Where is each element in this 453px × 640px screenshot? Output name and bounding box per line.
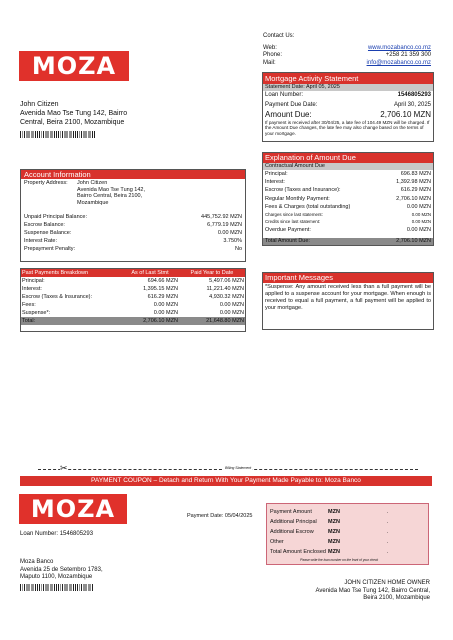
- property-line: Bairro Central, Beira 2100,: [77, 193, 143, 199]
- contact-title: Contact Us:: [263, 33, 295, 39]
- customer-address-line2: Central, Beira 2100, Mozambique: [20, 119, 125, 126]
- web-label: Web:: [263, 44, 277, 51]
- explanation-label: Escrow (Taxes and Insurance):: [265, 187, 341, 194]
- account-row-value: 445,752.92 MZN: [201, 214, 242, 220]
- table-row: [21, 309, 245, 317]
- past-header-ytd: Paid Year to Date: [190, 270, 234, 276]
- explanation-row: [265, 226, 431, 234]
- statement-date: Statement Date: April 05, 2025: [263, 84, 433, 91]
- explanation-box: [262, 152, 434, 246]
- past-row-last: 0.00 MZN: [153, 302, 178, 308]
- explanation-row: [265, 170, 431, 178]
- past-payments-header: [21, 269, 245, 277]
- past-row-ytd: 11,221.40 MZN: [206, 286, 244, 292]
- explanation-total-label: Total Amount Due:: [265, 237, 310, 244]
- account-row-value: No: [234, 246, 242, 252]
- coupon-amount-box: [266, 503, 429, 565]
- past-row-label: Escrow (Taxes & Insurance):: [22, 294, 92, 300]
- past-row-ytd: 0.00 MZN: [219, 302, 244, 308]
- explanation-title: Explanation of Amount Due: [263, 153, 433, 163]
- property-line: Mozambique: [77, 199, 109, 206]
- customer-address: [20, 100, 127, 127]
- explanation-label: Charges since last statement:: [265, 212, 323, 218]
- phone-label: Phone:: [263, 52, 283, 58]
- past-row-label: Interest:: [22, 286, 42, 292]
- explanation-value: 0.00 MZN: [406, 226, 431, 233]
- coupon-note: Please write the loan number on the front of your check: [300, 558, 379, 562]
- owner-address: [300, 580, 430, 603]
- mail-label: Mail:: [263, 59, 276, 66]
- coupon-field-label: Additional Escrow: [270, 529, 314, 535]
- coupon-field-currency: MZN: [328, 539, 340, 545]
- past-total-ytd: 21,648.80 MZN: [206, 318, 244, 324]
- mail-link[interactable]: info@mozabanco.co.mz: [366, 59, 431, 66]
- amount-due-label: Amount Due:: [265, 110, 312, 119]
- account-row-label: Suspense Balance:: [24, 230, 72, 236]
- account-row-value: 3.750%: [223, 238, 242, 244]
- account-row: [24, 213, 242, 221]
- explanation-value: 0.00 MZN: [406, 203, 431, 210]
- coupon-field-label: Payment Amount: [270, 509, 312, 515]
- coupon-field-label: Total Amount Enclosed: [270, 549, 326, 555]
- table-row: [21, 285, 245, 293]
- customer-address-line1: Avenida Mao Tse Tung 142, Bairro: [20, 110, 128, 117]
- account-row-value: 0.00 MZN: [217, 230, 242, 236]
- explanation-label: Credits since last statement:: [265, 219, 321, 225]
- explanation-subheader: Contractual Amount Due: [263, 163, 433, 170]
- past-total-row: [21, 317, 245, 325]
- logo-text: MOZA: [30, 495, 116, 523]
- loan-number-label: Loan Number:: [265, 92, 304, 98]
- coupon-loan-number: Loan Number: 1546805293: [20, 531, 94, 537]
- account-row-value: 6,779.19 MZN: [207, 222, 242, 228]
- moza-logo: [19, 51, 129, 81]
- past-row-label: Principal:: [22, 278, 45, 284]
- amount-due-value: 2,706.10 MZN: [380, 110, 431, 119]
- explanation-label: Overdue Payment:: [265, 226, 311, 233]
- owner-address-line2: Beira 2100, Mozambique: [363, 595, 430, 601]
- explanation-row: [265, 195, 431, 203]
- coupon-field-additional-principal[interactable]: Additional Principal MZN .: [270, 519, 389, 525]
- coupon-field-currency: MZN: [328, 509, 340, 515]
- explanation-value: 616.29 MZN: [400, 187, 431, 194]
- explanation-value: 1,392.98 MZN: [396, 179, 431, 186]
- explanation-value: 0.00 MZN: [411, 219, 431, 225]
- coupon-field-additional-escrow[interactable]: Additional Escrow MZN .: [270, 529, 389, 535]
- past-row-ytd: 0.00 MZN: [219, 310, 244, 316]
- contact-block: [263, 33, 431, 67]
- messages-box: [262, 272, 434, 330]
- past-row-last: 1,395.15 MZN: [143, 286, 178, 292]
- account-row-label: Prepayment Penalty:: [24, 246, 76, 252]
- late-fee-note: If payment is received after 30/04/25, a late fee of 104.49 MZN will be charged. If the Amount Due changes, the late fee may also change based on the terms of your mortgage.: [265, 120, 430, 136]
- property-line: John Citizen: [77, 180, 108, 186]
- property-label: Property Address:: [24, 180, 68, 186]
- explanation-label: Regular Monthly Payment:: [265, 195, 330, 202]
- explanation-label: Fees & Charges (total outstanding): [265, 203, 351, 210]
- explanation-row: [265, 218, 431, 225]
- table-row: [21, 301, 245, 309]
- statement-title: Mortgage Activity Statement: [263, 73, 433, 84]
- past-header-last: As of Last Stmt: [131, 270, 169, 276]
- past-row-last: 0.00 MZN: [153, 310, 178, 316]
- explanation-total-value: 2,706.10 MZN: [396, 237, 431, 244]
- statement-box: [262, 72, 434, 142]
- owner-address-line1: Avenida Mao Tse Tung 142, Bairro Central,: [315, 587, 430, 594]
- explanation-row: [265, 186, 431, 194]
- coupon-payment-date: Payment Date: 05/04/2025: [187, 513, 253, 519]
- coupon-field-label: Additional Principal: [270, 519, 317, 525]
- coupon-field-payment-amount[interactable]: Payment Amount MZN .: [270, 509, 389, 515]
- past-payments-box: [20, 268, 246, 332]
- scissors-icon: ✂: [60, 463, 68, 473]
- barcode-top: [20, 131, 95, 138]
- account-row-label: Unpaid Principal Balance:: [24, 214, 87, 220]
- past-total-label: Total:: [22, 318, 36, 324]
- explanation-row: [265, 203, 431, 211]
- explanation-value: 0.00 MZN: [411, 212, 431, 218]
- cut-line-label: Billing Statement: [225, 466, 252, 470]
- coupon-field-currency: MZN: [328, 519, 340, 525]
- past-row-ytd: 5,497.06 MZN: [209, 278, 244, 284]
- customer-name: John Citizen: [20, 101, 59, 108]
- account-row: [24, 229, 242, 237]
- property-line: Avenida Mao Tse Tung 142,: [77, 186, 145, 193]
- explanation-label: Interest:: [265, 179, 285, 186]
- coupon-field-other[interactable]: Other MZN .: [270, 539, 389, 545]
- due-date-value: April 30, 2025: [393, 101, 431, 108]
- phone-value: +258 21 359 300: [385, 52, 431, 58]
- coupon-field-currency: MZN: [328, 529, 340, 535]
- explanation-row: [265, 211, 431, 218]
- due-date-label: Payment Due Date:: [265, 101, 318, 108]
- moza-logo-coupon: [19, 494, 127, 524]
- explanation-total-row: [263, 238, 433, 246]
- account-row: [24, 221, 242, 229]
- account-row: [24, 237, 242, 245]
- past-row-label: Suspense*:: [22, 310, 51, 316]
- owner-title: JOHN CITIZEN HOME OWNER: [344, 580, 430, 586]
- past-row-last: 694.66 MZN: [147, 278, 178, 284]
- messages-body: *Suspense: Any amount received less than a full payment will be applied to a suspense account for your mortgage. When enough is received to equal a full payment, a full payment will be applied to your mortgage.: [265, 284, 431, 311]
- account-info-box: [20, 169, 246, 262]
- messages-title: Important Messages: [263, 273, 433, 283]
- account-info-title: Account Information: [21, 170, 245, 179]
- explanation-row: [265, 178, 431, 186]
- coupon-banner: PAYMENT COUPON – Detach and Return With Your Payment Made Payable to: Moza Banco: [20, 476, 432, 486]
- bank-address: [20, 559, 103, 582]
- explanation-value: 696.83 MZN: [400, 171, 431, 177]
- property-address: [21, 179, 245, 207]
- account-row: [24, 245, 242, 253]
- account-row-label: Escrow Balance:: [24, 222, 65, 228]
- bank-name: Moza Banco: [20, 559, 54, 565]
- past-row-ytd: 4,930.32 MZN: [209, 294, 244, 300]
- account-row-label: Interest Rate:: [24, 238, 58, 244]
- explanation-label: Principal:: [265, 171, 288, 177]
- loan-number-value: 1546805293: [397, 92, 431, 98]
- coupon-field-total[interactable]: Total Amount Enclosed MZN .: [270, 549, 389, 555]
- past-total-last: 2,706.10 MZN: [143, 318, 178, 324]
- coupon-field-label: Other: [270, 539, 284, 545]
- bank-address-line2: Maputo 1100, Mozambique: [20, 574, 93, 580]
- web-link[interactable]: www.mozabanco.co.mz: [367, 44, 431, 51]
- past-payments-table: [21, 269, 245, 325]
- past-row-last: 616.29 MZN: [147, 294, 178, 300]
- bank-address-line1: Avenida 25 de Setembro 1783,: [20, 566, 103, 573]
- table-row: [21, 293, 245, 301]
- explanation-value: 2,706.10 MZN: [396, 195, 431, 202]
- logo-text: MOZA: [31, 52, 117, 80]
- coupon-field-currency: MZN: [328, 549, 340, 555]
- past-row-label: Fees:: [22, 302, 36, 308]
- past-header-label: Past Payments Breakdown: [22, 270, 89, 276]
- table-row: [21, 277, 245, 285]
- barcode-bottom: [20, 584, 94, 591]
